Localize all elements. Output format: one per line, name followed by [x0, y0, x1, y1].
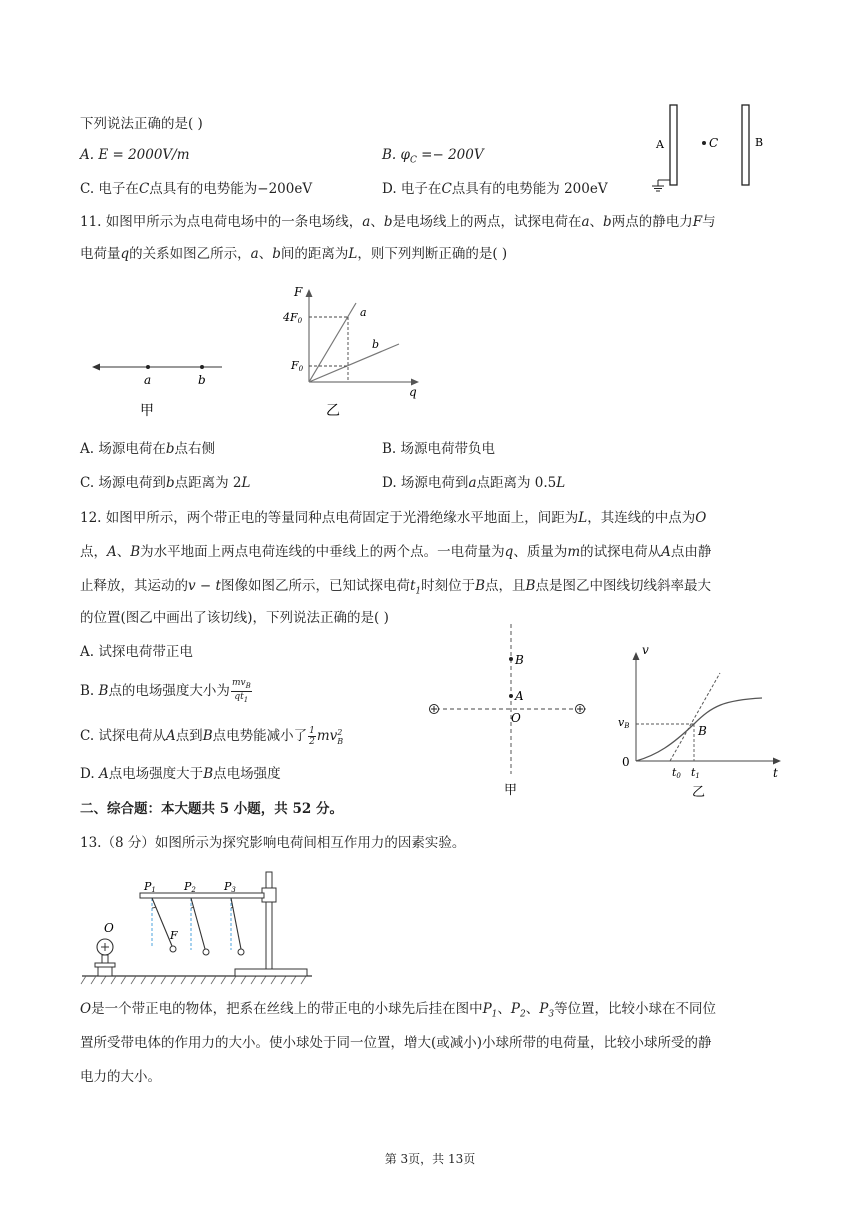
plate-a-label: A	[656, 138, 664, 151]
tick-4f0: 4F0	[283, 311, 303, 325]
axis-arrow-icon	[633, 652, 640, 660]
point-a-label: a	[144, 373, 152, 387]
plate-b	[742, 105, 749, 185]
support-bar	[140, 893, 264, 898]
q13-paragraph-line3: 电力的大小。	[80, 1069, 161, 1085]
q10-option-a: A. E = 2000V/m	[80, 147, 190, 163]
q13-paragraph-line1: O是一个带正电的物体，把系在丝线上的带正电的小球先后挂在图中$P_1$、$P_2$、$P_3$等位置，比较小球在不同位	[80, 1001, 717, 1020]
q12-stem-line3: 止释放，其运动的v − t图像如图乙所示，已知试探电荷$t_1$时刻位于B点，且B点是图乙中图线切线斜率最大	[80, 578, 711, 597]
q10-option-b: B. $\varphi_C =- 200V$	[382, 147, 484, 166]
point-c-label: C	[709, 136, 719, 150]
point-c	[702, 141, 706, 145]
line-b	[309, 344, 399, 382]
q13-apparatus-figure	[80, 862, 315, 992]
plate-a	[670, 105, 677, 185]
axis-arrow-icon	[773, 758, 781, 765]
q12-option-c: C. 试探电荷从A点到B点电势能减小了 $\frac{1}{2}$ mv 2 B	[80, 726, 344, 747]
charge-left-icon	[430, 705, 439, 714]
point-b	[200, 365, 204, 369]
q10-option-c: C. 电子在C点具有的电势能为−200eV	[80, 181, 313, 197]
q11-stem-line1: 11. 如图甲所示为点电荷电场中的一条电场线，a、b是电场线上的两点，试探电荷在a、b两点的静电力F与	[80, 214, 716, 230]
point-a	[146, 365, 150, 369]
q11-option-b: B. 场源电荷带负电	[382, 441, 496, 457]
point-b-label: B	[698, 724, 707, 738]
point-a	[509, 694, 513, 698]
section-heading: 二、综合题：本大题共 5 小题，共 52 分。	[80, 801, 343, 817]
q12-stem-line2: 点，A、B为水平地面上两点电荷连线的中垂线上的两个点。一电荷量为q、质量为m的试探电荷从A点由静	[80, 544, 712, 560]
q12-charges-figure	[422, 622, 602, 802]
q12-stem-line1: 12. 如图甲所示，两个带正电的等量同种点电荷固定于光滑绝缘水平地面上，间距为L，其连线的中点为O	[80, 510, 707, 526]
q10-option-d: D. 电子在C点具有的电势能为 200eV	[382, 181, 608, 197]
origin-label: 0	[622, 755, 630, 769]
caption-yi: 乙	[326, 403, 340, 419]
caption-jia: 甲	[140, 403, 154, 419]
tick-t0: t0	[672, 766, 681, 780]
axis-q-label: q	[409, 385, 417, 399]
caption-yi: 乙	[692, 785, 706, 800]
q12-stem-line4: 的位置(图乙中画出了该切线)，下列说法正确的是( )	[80, 610, 389, 626]
q10-intro: 下列说法正确的是( )	[80, 116, 203, 132]
q10-plates-figure	[640, 100, 780, 195]
arrow-left-icon	[92, 364, 100, 371]
label-p2: P2	[184, 880, 196, 894]
line-b-label: b	[372, 338, 380, 351]
label-p3: P3	[224, 880, 236, 894]
q12-option-b: B. B点的电场强度大小为 $\frac{mv_B}{qt_1}$	[80, 678, 251, 704]
q11-option-a: A. 场源电荷在b点右侧	[80, 441, 215, 457]
q11-option-c: C. 场源电荷到b点距离为 2L	[80, 475, 251, 491]
tangent-line	[670, 673, 720, 761]
label-p1: P1	[144, 880, 156, 894]
tick-f0: F0	[291, 359, 304, 373]
ball-p2	[203, 949, 209, 955]
q13-paragraph-line2: 置所受带电体的作用力的大小。使小球处于同一位置，增大(或减小)小球所带的电荷量，比较小球所受的静	[80, 1035, 712, 1051]
ball-p1	[170, 946, 176, 952]
ball-p3	[238, 949, 244, 955]
point-b	[509, 657, 513, 661]
q13-stem: 13.（8 分）如图所示为探究影响电荷间相互作用力的因素实验。	[80, 835, 466, 851]
point-b-label: b	[198, 373, 206, 387]
q11-f-q-graph	[282, 282, 432, 422]
line-a-label: a	[360, 306, 367, 319]
axis-t-label: t	[773, 766, 778, 780]
page-footer: 第 3页，共 13页	[384, 1152, 476, 1166]
point-o-label: O	[511, 711, 521, 725]
charged-sphere-icon	[97, 939, 113, 955]
tick-vb: vB	[618, 716, 630, 730]
tick-t1: t1	[691, 766, 700, 780]
point-b-label: B	[515, 653, 524, 667]
q11-stem-line2: 电荷量q的关系如图乙所示，a、b间的距离为L，则下列判断正确的是( )	[80, 246, 508, 262]
point-a-label: A	[515, 689, 524, 703]
axis-v-label: v	[642, 643, 649, 657]
line-a	[309, 303, 356, 382]
q11-field-line-figure	[88, 355, 228, 419]
charge-right-icon	[576, 705, 585, 714]
q12-option-a: A. 试探电荷带正电	[80, 644, 193, 660]
caption-jia: 甲	[504, 783, 518, 798]
plate-b-label: B	[755, 136, 764, 149]
label-f: F	[170, 929, 178, 942]
q12-v-t-graph	[612, 640, 792, 800]
q12-option-d: D. A点电场强度大于B点电场强度	[80, 766, 281, 782]
q11-option-d: D. 场源电荷到a点距离为 0.5L	[382, 475, 566, 491]
label-o: O	[104, 921, 114, 935]
axis-arrow-icon	[306, 289, 313, 297]
axis-f-label: F	[294, 285, 303, 299]
